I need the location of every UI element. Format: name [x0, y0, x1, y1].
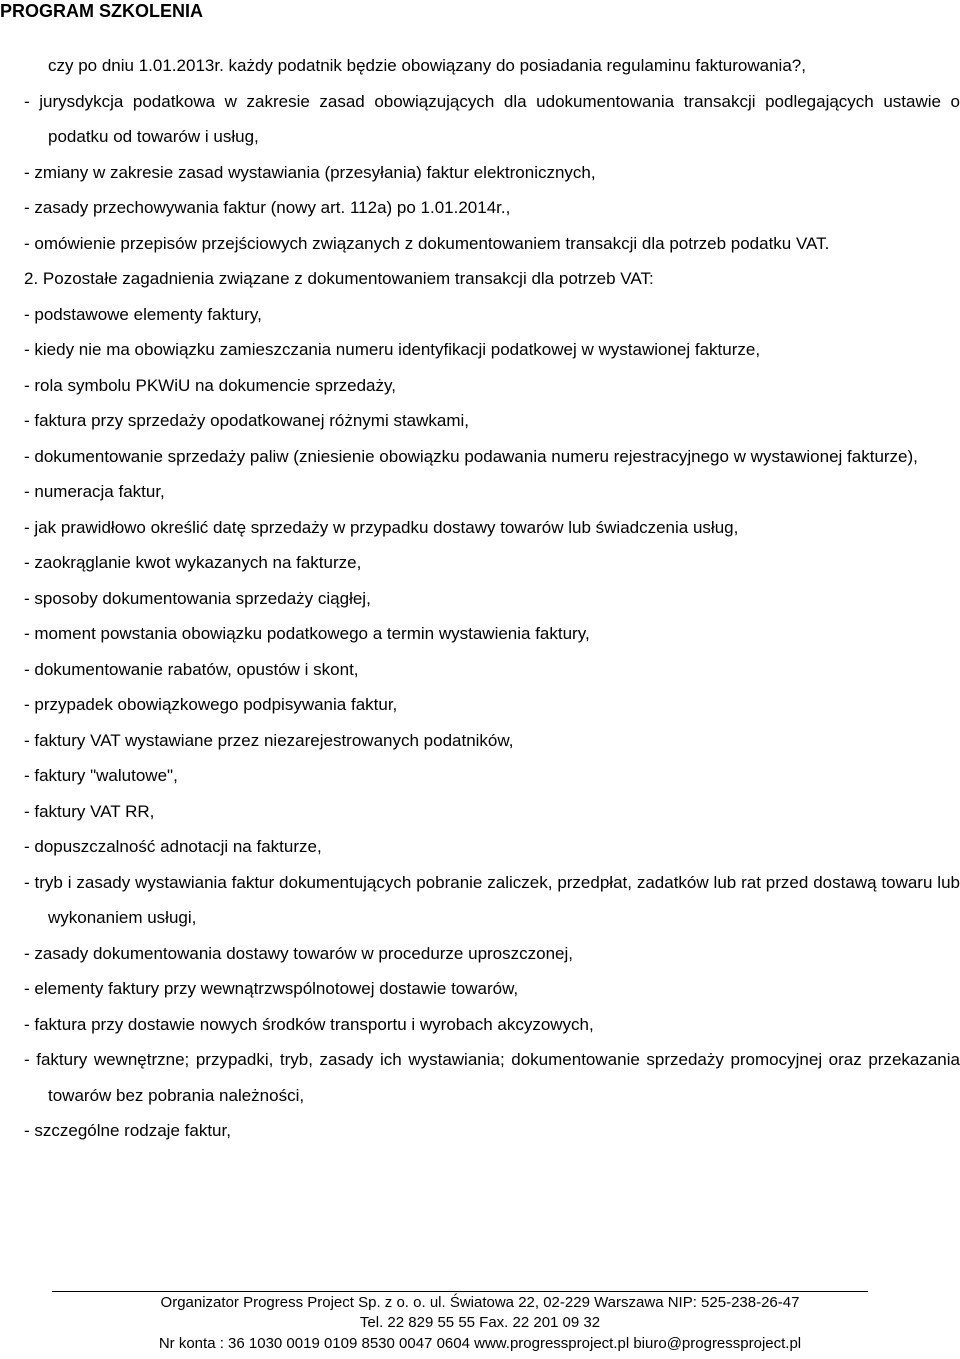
list-item: - faktury VAT RR,: [24, 801, 155, 821]
list-item: - elementy faktury przy wewnątrzwspólnotowej dostawie towarów,: [24, 979, 519, 998]
list-item: - dopuszczalność adnotacji na fakturze,: [24, 837, 322, 856]
list-item: - faktury wewnętrzne; przypadki, tryb, zasady ich wystawiania; dokumentowanie sprzedaży promocyjnej oraz przekazania towarów bez pobrania należności,: [24, 1050, 960, 1105]
footer-account-line: Nr konta : 36 1030 0019 0109 8530 0047 0604 www.progressproject.pl biuro@progressproject.pl: [158, 1335, 802, 1352]
footer-divider: [52, 1291, 868, 1292]
list-item: - faktura przy dostawie nowych środków transportu i wyrobach akcyzowych,: [24, 1014, 594, 1034]
list-item: - rola symbolu PKWiU na dokumencie sprzedaży,: [24, 375, 396, 395]
list-item: - zasady przechowywania faktur (nowy art. 112a) po 1.01.2014r.,: [24, 198, 511, 217]
list-item: - zasady dokumentowania dostawy towarów w procedurze uproszczonej,: [24, 943, 573, 963]
list-item: - tryb i zasady wystawiania faktur dokumentujących pobranie zaliczek, przedpłat, zadatków lub rat przed dostawą towaru lub wykonaniem usługi,: [24, 872, 960, 927]
list-item: - faktury "walutowe",: [24, 766, 178, 785]
list-item: - jurysdykcja podatkowa w zakresie zasad obowiązujących dla udokumentowania transakcji podlegających ustawie o podatku od towarów i usług,: [24, 91, 960, 146]
training-program-list: [24, 48, 960, 1149]
footer-phone-line: Tel. 22 829 55 55 Fax. 22 201 09 32: [359, 1314, 601, 1331]
footer-organizer-line: Organizator Progress Project Sp. z o. o. ul. Światowa 22, 02-229 Warszawa NIP: 525-238-26-47: [160, 1294, 800, 1311]
list-item: - dokumentowanie sprzedaży paliw (zniesienie obowiązku podawania numeru rejestracyjnego w wystawionej fakturze),: [24, 446, 918, 466]
list-item: - dokumentowanie rabatów, opustów i skont,: [24, 659, 359, 679]
list-item: - kiedy nie ma obowiązku zamieszczania numeru identyfikacji podatkowej w wystawionej fakturze,: [24, 340, 761, 359]
list-item: - jak prawidłowo określić datę sprzedaży w przypadku dostawy towarów lub świadczenia usług,: [24, 517, 739, 537]
list-item: - szczególne rodzaje faktur,: [24, 1121, 231, 1140]
list-item: - omówienie przepisów przejściowych związanych z dokumentowaniem transakcji dla potrzeb podatku VAT.: [24, 233, 830, 253]
list-item: - przypadek obowiązkowego podpisywania faktur,: [24, 695, 398, 714]
list-item: - moment powstania obowiązku podatkowego a termin wystawienia faktury,: [24, 624, 590, 643]
list-item: - faktury VAT wystawiane przez niezarejestrowanych podatników,: [24, 730, 514, 750]
intro-paragraph: czy po dniu 1.01.2013r. każdy podatnik będzie obowiązany do posiadania regulaminu fakturowania?,: [48, 56, 806, 75]
list-item: - podstawowe elementy faktury,: [24, 304, 262, 324]
section-heading: 2. Pozostałe zagadnienia związane z dokumentowaniem transakcji dla potrzeb VAT:: [24, 269, 654, 288]
list-item: - zaokrąglanie kwot wykazanych na fakturze,: [24, 553, 362, 572]
list-item: - numeracja faktur,: [24, 482, 165, 501]
list-item: - zmiany w zakresie zasad wystawiania (przesyłania) faktur elektronicznych,: [24, 162, 596, 182]
list-item: - sposoby dokumentowania sprzedaży ciągłej,: [24, 588, 371, 608]
page-header-title: PROGRAM SZKOLENIA: [0, 1, 204, 21]
list-item: - faktura przy sprzedaży opodatkowanej różnymi stawkami,: [24, 411, 470, 430]
